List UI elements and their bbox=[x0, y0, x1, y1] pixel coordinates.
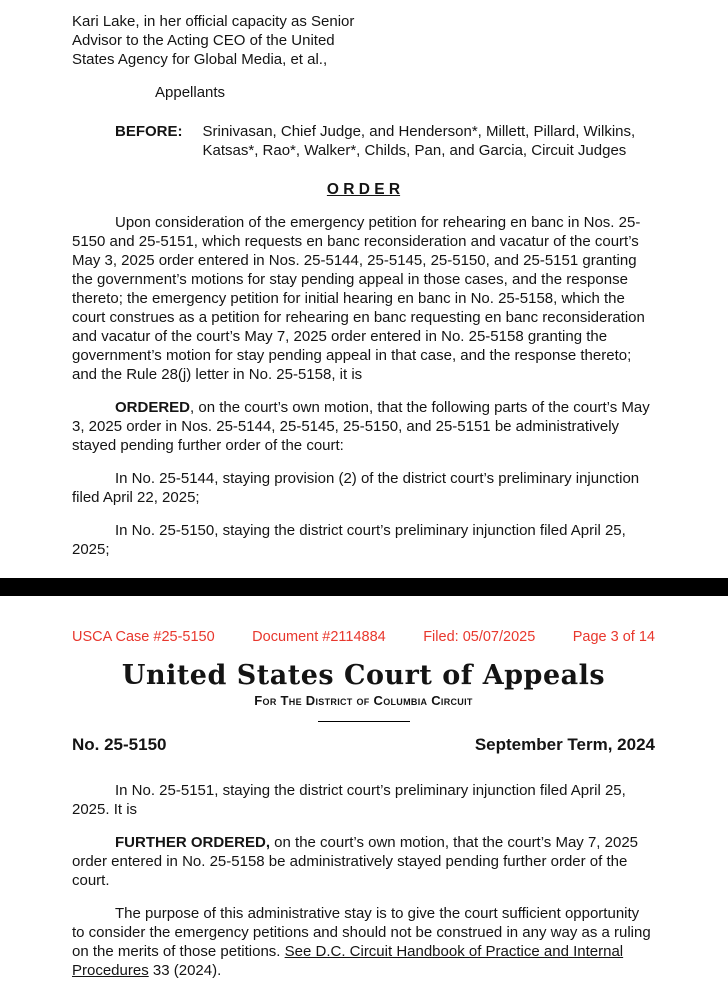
case-number: No. 25-5150 bbox=[72, 735, 167, 754]
paragraph-ordered bbox=[72, 398, 655, 455]
further-ordered-lead: FURTHER ORDERED, bbox=[115, 834, 271, 851]
ordered-lead: ORDERED bbox=[115, 399, 191, 416]
page-separator-band bbox=[0, 578, 728, 596]
stamp-case-number: USCA Case #25-5150 bbox=[72, 629, 215, 645]
paragraph-25-5150: In No. 25-5150, staying the district court’s preliminary injunction filed April 25, 2025; bbox=[72, 522, 626, 558]
ecf-stamp bbox=[72, 628, 655, 647]
order-heading-text: O R D E R bbox=[326, 181, 401, 198]
term-label: September Term, 2024 bbox=[474, 735, 655, 754]
purpose-tail: 33 (2024). bbox=[148, 962, 222, 979]
further-ordered-rest: on the court’s own motion, that the court’s May 7, 2025 order entered in No. 25-5158 be administratively stayed pending further order of the court. bbox=[72, 834, 639, 889]
paragraph-purpose bbox=[72, 904, 655, 980]
case-term-row bbox=[72, 734, 655, 755]
paragraph-upon-consideration: Upon consideration of the emergency petition for rehearing en banc in Nos. 25-5150 and 25-5151, which requests en banc reconsideration and vacatur of the court’s May 3, 2025 order entered in Nos. 25-5144, 25-5145, 25-5150, and 25-5151 granting the government’s motions for stay pending appeal in those cases, and the response thereto; the emergency petition for initial hearing en banc in No. 25-5158, which the court construes as a petition for rehearing en banc requesting en banc reconsideration and vacatur of the court’s May 7, 2025 order entered in No. 25-5158 granting the government’s motion for stay pending appeal in that case, and the response thereto; and the Rule 28(j) letter in No. 25-5158, it is bbox=[72, 214, 645, 383]
order-heading bbox=[72, 180, 655, 199]
caption-line: Kari Lake, in her official capacity as Senior bbox=[72, 13, 355, 30]
paragraph-further-ordered bbox=[72, 833, 655, 890]
title-rule bbox=[318, 721, 410, 722]
paragraph-25-5151: In No. 25-5151, staying the district court’s preliminary injunction filed April 25, 2025. It is bbox=[72, 782, 626, 818]
party-role: Appellants bbox=[155, 84, 226, 101]
stamp-document-number: Document #2114884 bbox=[252, 629, 386, 645]
purpose-citation: See D.C. Circuit Handbook of Practice and Internal Procedures bbox=[72, 943, 624, 979]
court-title: United States Court of Appeals bbox=[121, 660, 606, 691]
caption-line: States Agency for Global Media, et al., bbox=[72, 51, 328, 68]
before-panel bbox=[72, 122, 655, 160]
paragraph-25-5144: In No. 25-5144, staying provision (2) of the district court’s preliminary injunction filed April 22, 2025; bbox=[72, 470, 640, 506]
court-subtitle: For The District of Columbia Circuit bbox=[254, 693, 473, 708]
case-caption bbox=[72, 12, 655, 69]
stamp-page-number: Page 3 of 14 bbox=[572, 629, 655, 645]
judges-list: Srinivasan, Chief Judge, and Henderson*, Millett, Pillard, Wilkins, Katsas*, Rao*, Walker*, Childs, Pan, and Garcia, Circuit Judges bbox=[202, 123, 636, 159]
ordered-rest: , on the court’s own motion, that the following parts of the court’s May 3, 2025 order in Nos. 25-5144, 25-5145, 25-5150, and 25-5151 be administratively stayed pending further order of the court: bbox=[72, 399, 650, 454]
purpose-text: The purpose of this administrative stay is to give the court sufficient opportunity to consider the emergency petitions and should not be construed in any way as a ruling on the merits of those petitions. bbox=[72, 905, 651, 960]
page-2 bbox=[0, 596, 728, 1000]
stamp-filed-date: Filed: 05/07/2025 bbox=[423, 629, 536, 645]
caption-line: Advisor to the Acting CEO of the United bbox=[72, 32, 335, 49]
before-label: BEFORE: bbox=[115, 123, 183, 140]
